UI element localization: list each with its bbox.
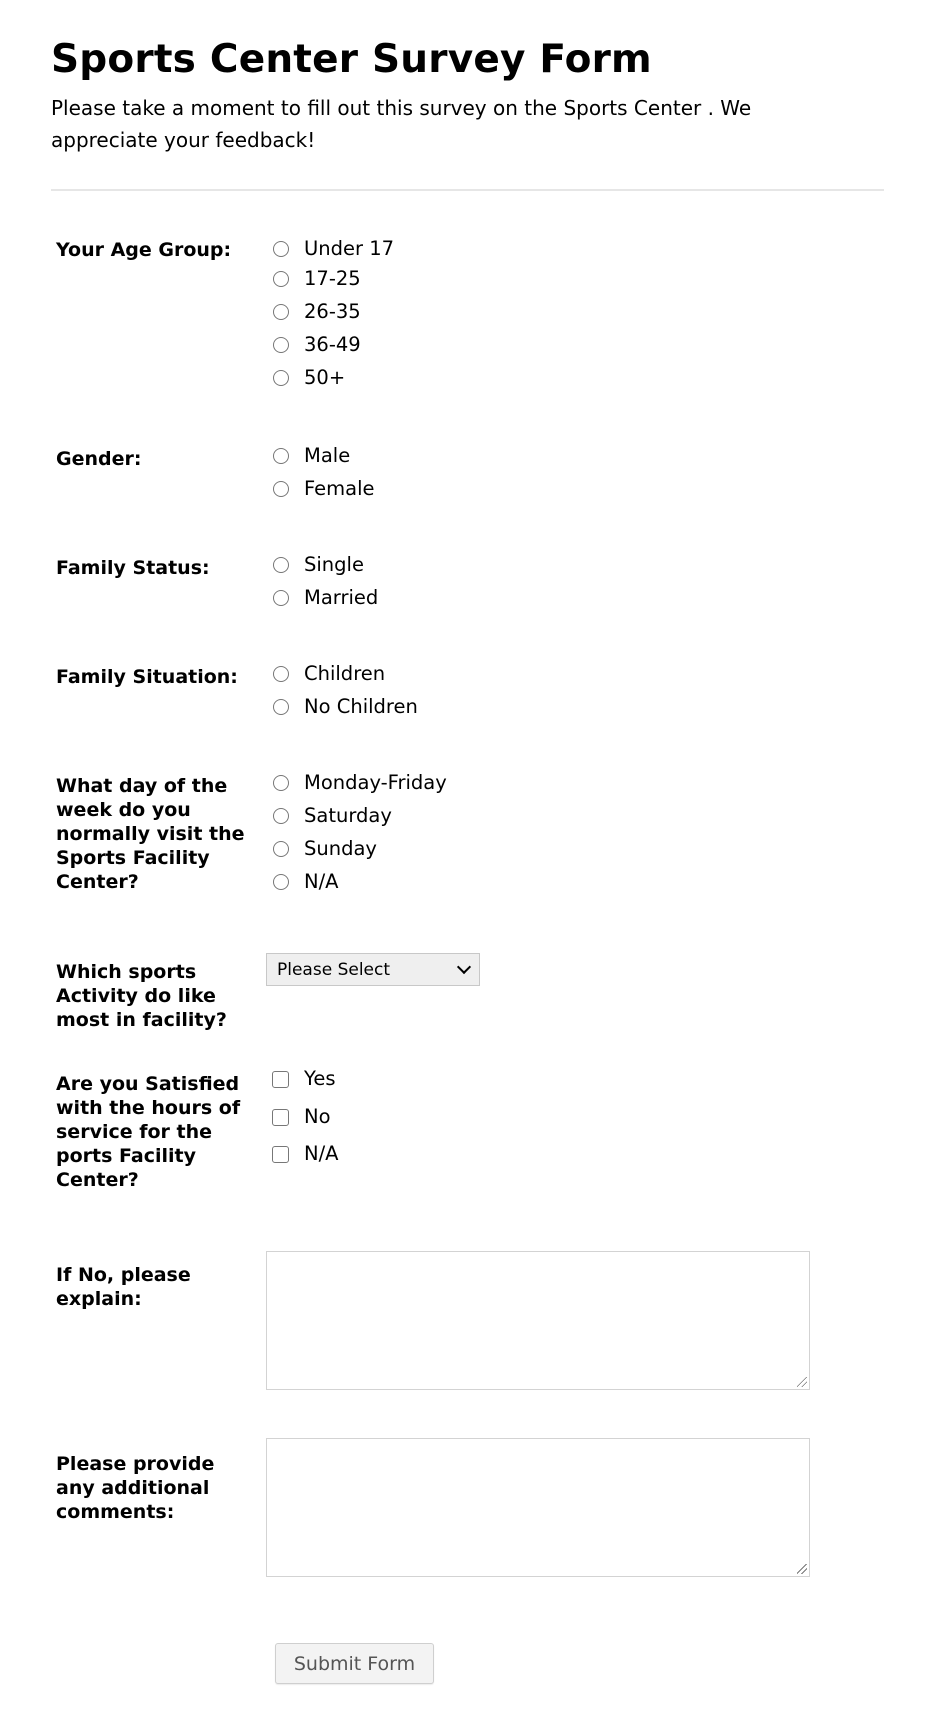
gender-label: Gender: xyxy=(56,448,142,470)
visit-day-option-weekdays[interactable] xyxy=(273,770,447,796)
family-situation-option-children[interactable] xyxy=(273,661,385,687)
radio-button[interactable] xyxy=(273,337,289,353)
checkbox[interactable] xyxy=(272,1146,289,1163)
family-status-label: Family Status: xyxy=(56,557,210,579)
satisfied-option-na[interactable] xyxy=(272,1141,339,1167)
radio-button[interactable] xyxy=(273,775,289,791)
option-label: Yes xyxy=(304,1067,336,1090)
radio-button[interactable] xyxy=(273,271,289,287)
radio-button[interactable] xyxy=(273,448,289,464)
submit-button[interactable]: Submit Form xyxy=(275,1643,434,1684)
option-label: Children xyxy=(304,662,386,685)
visit-day-option-saturday[interactable] xyxy=(273,803,392,829)
activity-label: Which sports Activity do like most in facility? xyxy=(56,961,227,1031)
satisfied-option-yes[interactable] xyxy=(272,1066,335,1092)
radio-button[interactable] xyxy=(273,808,289,824)
age-option-50-plus[interactable] xyxy=(273,365,345,391)
radio-button[interactable] xyxy=(273,874,289,890)
option-label: 26-35 xyxy=(304,300,361,323)
radio-button[interactable] xyxy=(273,481,289,497)
comments-label: Please provide any additional comments: xyxy=(56,1453,215,1523)
option-label: No Children xyxy=(304,695,418,718)
family-status-option-married[interactable] xyxy=(273,585,378,611)
chevron-down-icon xyxy=(457,960,471,974)
age-group-label: Your Age Group: xyxy=(56,239,232,261)
select-value: Please Select xyxy=(277,959,391,980)
radio-button[interactable] xyxy=(273,699,289,715)
age-option-17-25[interactable] xyxy=(273,266,361,292)
visit-day-option-sunday[interactable] xyxy=(273,836,377,862)
option-label: No xyxy=(304,1105,331,1128)
activity-select[interactable] xyxy=(266,953,480,986)
checkbox[interactable] xyxy=(272,1109,289,1126)
option-label: N/A xyxy=(304,870,339,893)
age-option-36-49[interactable] xyxy=(273,332,361,358)
checkbox[interactable] xyxy=(272,1071,289,1088)
radio-button[interactable] xyxy=(273,304,289,320)
header-divider xyxy=(51,189,884,191)
option-label: Saturday xyxy=(304,804,392,827)
radio-button[interactable] xyxy=(273,370,289,386)
resize-handle-icon[interactable] xyxy=(797,1377,807,1387)
option-label: Single xyxy=(304,553,364,576)
page-title: Sports Center Survey Form xyxy=(51,37,652,82)
option-label: N/A xyxy=(304,1142,339,1165)
page-subtitle: Please take a moment to fill out this survey on the Sports Center . We appreciate your feedback! xyxy=(51,96,752,152)
visit-day-label: What day of the week do you normally visit the Sports Facility Center? xyxy=(56,775,245,893)
satisfied-label: Are you Satisfied with the hours of service for the ports Facility Center? xyxy=(56,1073,241,1191)
option-label: Male xyxy=(304,444,351,467)
option-label: Female xyxy=(304,477,375,500)
option-label: 50+ xyxy=(304,366,346,389)
family-situation-option-no-children[interactable] xyxy=(273,694,418,720)
option-label: Under 17 xyxy=(304,237,395,260)
option-label: 17-25 xyxy=(304,267,361,290)
radio-button[interactable] xyxy=(273,666,289,682)
comments-textarea[interactable] xyxy=(266,1438,810,1577)
option-label: Married xyxy=(304,586,379,609)
option-label: Sunday xyxy=(304,837,377,860)
radio-button[interactable] xyxy=(273,241,289,257)
resize-handle-icon[interactable] xyxy=(797,1564,807,1574)
family-situation-label: Family Situation: xyxy=(56,666,238,688)
gender-option-male[interactable] xyxy=(273,443,350,469)
family-status-option-single[interactable] xyxy=(273,552,364,578)
age-option-under-17[interactable] xyxy=(273,236,394,262)
visit-day-option-na[interactable] xyxy=(273,869,339,895)
option-label: 36-49 xyxy=(304,333,361,356)
age-option-26-35[interactable] xyxy=(273,299,361,325)
radio-button[interactable] xyxy=(273,590,289,606)
gender-option-female[interactable] xyxy=(273,476,375,502)
explain-label: If No, please explain: xyxy=(56,1264,191,1310)
option-label: Monday-Friday xyxy=(304,771,447,794)
explain-textarea[interactable] xyxy=(266,1251,810,1390)
radio-button[interactable] xyxy=(273,841,289,857)
satisfied-option-no[interactable] xyxy=(272,1104,331,1130)
radio-button[interactable] xyxy=(273,557,289,573)
